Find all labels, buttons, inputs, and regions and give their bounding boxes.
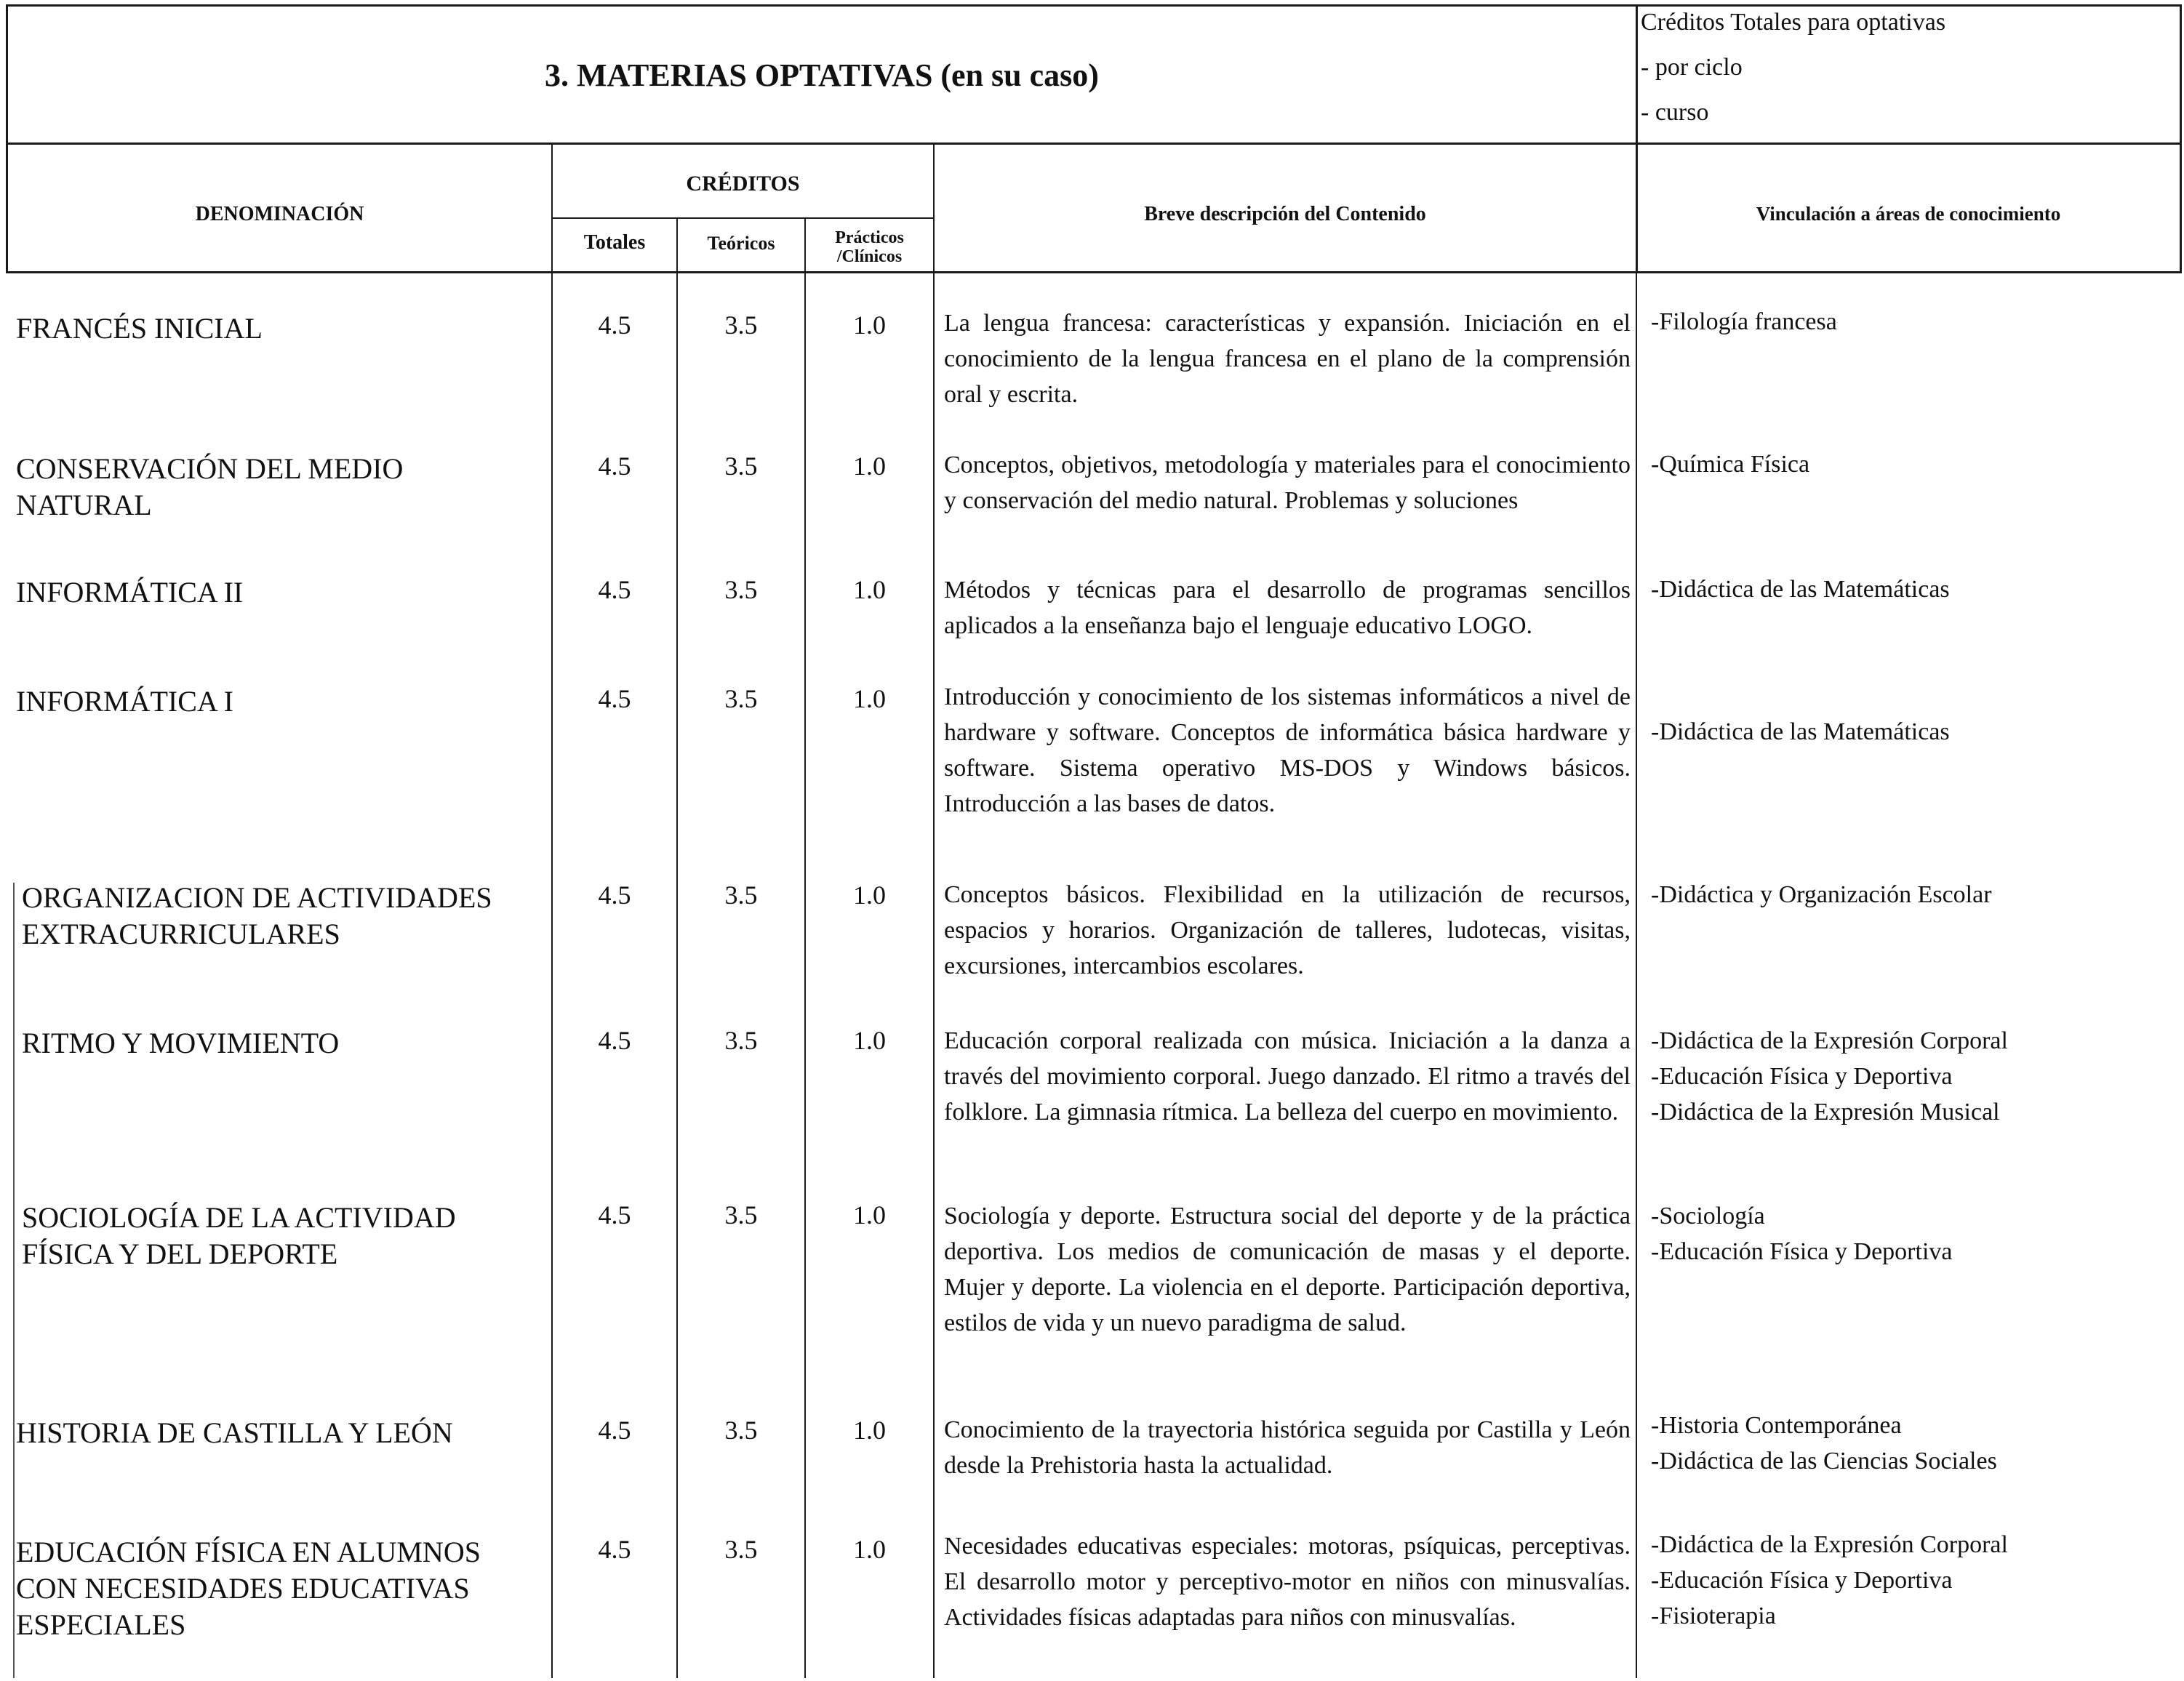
area-item: -Didáctica de la Expresión Corporal (1651, 1531, 2008, 1558)
row-practicos: 1.0 (853, 684, 886, 713)
border-right (2180, 4, 2182, 273)
area-item: -Química Física (1651, 451, 1810, 478)
row-totales: 4.5 (598, 452, 631, 481)
row-teoricos: 3.5 (724, 1026, 758, 1055)
area-item: -Sociología (1651, 1203, 1765, 1229)
border-left (6, 4, 8, 273)
row-totales: 4.5 (598, 575, 631, 604)
row-teoricos: 3.5 (724, 452, 758, 481)
row-areas (1651, 1023, 2175, 1130)
creditos-sub-rule (551, 217, 933, 219)
totals-box-line3: - curso (1641, 99, 1709, 126)
row-name: ORGANIZACION DE ACTIVIDADES EXTRACURRICULARES (22, 881, 492, 950)
row-practicos: 1.0 (853, 575, 886, 604)
col-sep-denominacion (551, 143, 553, 1678)
header-teoricos: Teóricos (707, 233, 775, 254)
row-totales: 4.5 (598, 1416, 631, 1445)
row-teoricos: 3.5 (724, 684, 758, 713)
row-description: Conceptos, objetivos, metodología y materiales para el conocimiento y conservación del medio natural. Problemas y soluciones (944, 452, 1631, 514)
row-practicos: 1.0 (853, 880, 886, 910)
header-vinculacion: Vinculación a áreas de conocimiento (1756, 203, 2061, 225)
col-sep-teoricos (804, 217, 806, 1678)
header-descripcion: Breve descripción del Contenido (1144, 203, 1426, 225)
row-description: Sociología y deporte. Estructura social del deporte y de la práctica deportiva. Los medios de comunicación de masas y el deporte. Mujer y deporte. La violencia en el deporte. Participación deportiva, estilos de vida y un nuevo paradigma de salud. (944, 1203, 1631, 1336)
header-practicos-line2: /Clínicos (836, 247, 903, 266)
row-areas (1651, 446, 2175, 482)
row-description: Educación corporal realizada con música. Iniciación a la danza a través del movimiento corporal. Juego danzado. El ritmo a través del folklore. La gimnasia rítmica. La belleza del cuerpo en movimiento. (944, 1027, 1631, 1126)
row-teoricos: 3.5 (724, 1535, 758, 1564)
row-areas (1651, 1527, 2175, 1634)
page-title: 3. MATERIAS OPTATIVAS (en su caso) (545, 57, 1099, 93)
row-totales: 4.5 (598, 1200, 631, 1229)
row-areas (1651, 1198, 2175, 1269)
row-teoricos: 3.5 (724, 1200, 758, 1229)
row-description: Conocimiento de la trayectoria histórica seguida por Castilla y León desde la Prehistoria hasta la actualidad. (944, 1416, 1631, 1479)
totals-box (1641, 0, 2179, 135)
row-description: Métodos y técnicas para el desarrollo de programas sencillos aplicados a la enseñanza bajo el lenguaje educativo LOGO. (944, 577, 1631, 639)
row-name: SOCIOLOGÍA DE LA ACTIVIDAD FÍSICA Y DEL DEPORTE (22, 1201, 456, 1270)
row-name: EDUCACIÓN FÍSICA EN ALUMNOS CON NECESIDADES EDUCATIVAS ESPECIALES (16, 1536, 481, 1641)
row-description: Necesidades educativas especiales: motoras, psíquicas, perceptivas. El desarrollo motor y perceptivo-motor en niños con minusvalías. Actividades físicas adaptadas para niños con minusvalías. (944, 1533, 1631, 1631)
title-bottom-rule (6, 143, 2182, 145)
row-teoricos: 3.5 (724, 310, 758, 340)
row-totales: 4.5 (598, 310, 631, 340)
row-name: INFORMÁTICA II (16, 576, 244, 609)
header-denominacion: DENOMINACIÓN (195, 203, 364, 225)
area-item: -Didáctica de las Matemáticas (1651, 718, 1950, 745)
area-item: -Filología francesa (1651, 308, 1837, 335)
row-areas (1651, 877, 2175, 912)
area-item: -Historia Contemporánea (1651, 1412, 1902, 1439)
title-divider (1636, 4, 1638, 273)
section-left-border (13, 883, 15, 1678)
row-practicos: 1.0 (853, 1416, 886, 1445)
area-item: -Didáctica de la Expresión Musical (1651, 1099, 2000, 1126)
row-description: La lengua francesa: características y expansión. Iniciación en el conocimiento de la lengua francesa en el plano de la comprensión oral y escrita. (944, 310, 1631, 408)
row-teoricos: 3.5 (724, 575, 758, 604)
area-item: -Didáctica de las Matemáticas (1651, 576, 1950, 603)
row-name: HISTORIA DE CASTILLA Y LEÓN (16, 1416, 453, 1449)
row-practicos: 1.0 (853, 310, 886, 340)
col-sep-descripcion (1636, 273, 1637, 1678)
totals-box-line1: Créditos Totales para optativas (1641, 9, 1946, 36)
area-item: -Fisioterapia (1651, 1602, 1776, 1629)
row-totales: 4.5 (598, 1535, 631, 1564)
row-totales: 4.5 (598, 1026, 631, 1055)
row-areas (1651, 714, 2175, 750)
row-practicos: 1.0 (853, 1200, 886, 1229)
header-bottom-rule (6, 271, 2182, 273)
col-sep-creditos (933, 143, 935, 1678)
row-description: Conceptos básicos. Flexibilidad en la utilización de recursos, espacios y horarios. Organización de talleres, ludotecas, visitas, excursiones, intercambios escolares. (944, 881, 1631, 979)
area-item: -Educación Física y Deportiva (1651, 1567, 1953, 1594)
row-areas (1651, 571, 2175, 607)
area-item: -Educación Física y Deportiva (1651, 1063, 1953, 1090)
row-name: RITMO Y MOVIMIENTO (22, 1027, 340, 1059)
header-practicos-line1: Prácticos (835, 228, 904, 247)
row-practicos: 1.0 (853, 1026, 886, 1055)
area-item: -Didáctica de la Expresión Corporal (1651, 1027, 2008, 1054)
header-totales: Totales (583, 231, 646, 254)
row-name: INFORMÁTICA I (16, 685, 233, 718)
col-sep-totales (676, 217, 678, 1678)
row-totales: 4.5 (598, 880, 631, 910)
row-description: Introducción y conocimiento de los sistemas informáticos a nivel de hardware y software. Conceptos de informática básica hardware y software. Sistema operativo MS-DOS y Windows básicos. Introducción a las bases de datos. (944, 683, 1631, 817)
row-practicos: 1.0 (853, 1535, 886, 1564)
row-areas (1651, 1408, 2175, 1479)
row-teoricos: 3.5 (724, 880, 758, 910)
row-name: CONSERVACIÓN DEL MEDIO NATURAL (16, 452, 404, 521)
row-name: FRANCÉS INICIAL (16, 312, 263, 345)
row-teoricos: 3.5 (724, 1416, 758, 1445)
totals-box-line2: - por ciclo (1641, 54, 1743, 81)
row-totales: 4.5 (598, 684, 631, 713)
area-item: -Didáctica de las Ciencias Sociales (1651, 1448, 1997, 1475)
area-item: -Didáctica y Organización Escolar (1651, 881, 1992, 908)
area-item: -Educación Física y Deportiva (1651, 1238, 1953, 1265)
row-areas (1651, 304, 2175, 340)
row-practicos: 1.0 (853, 452, 886, 481)
header-creditos: CRÉDITOS (686, 172, 800, 196)
header-practicos (806, 228, 933, 266)
